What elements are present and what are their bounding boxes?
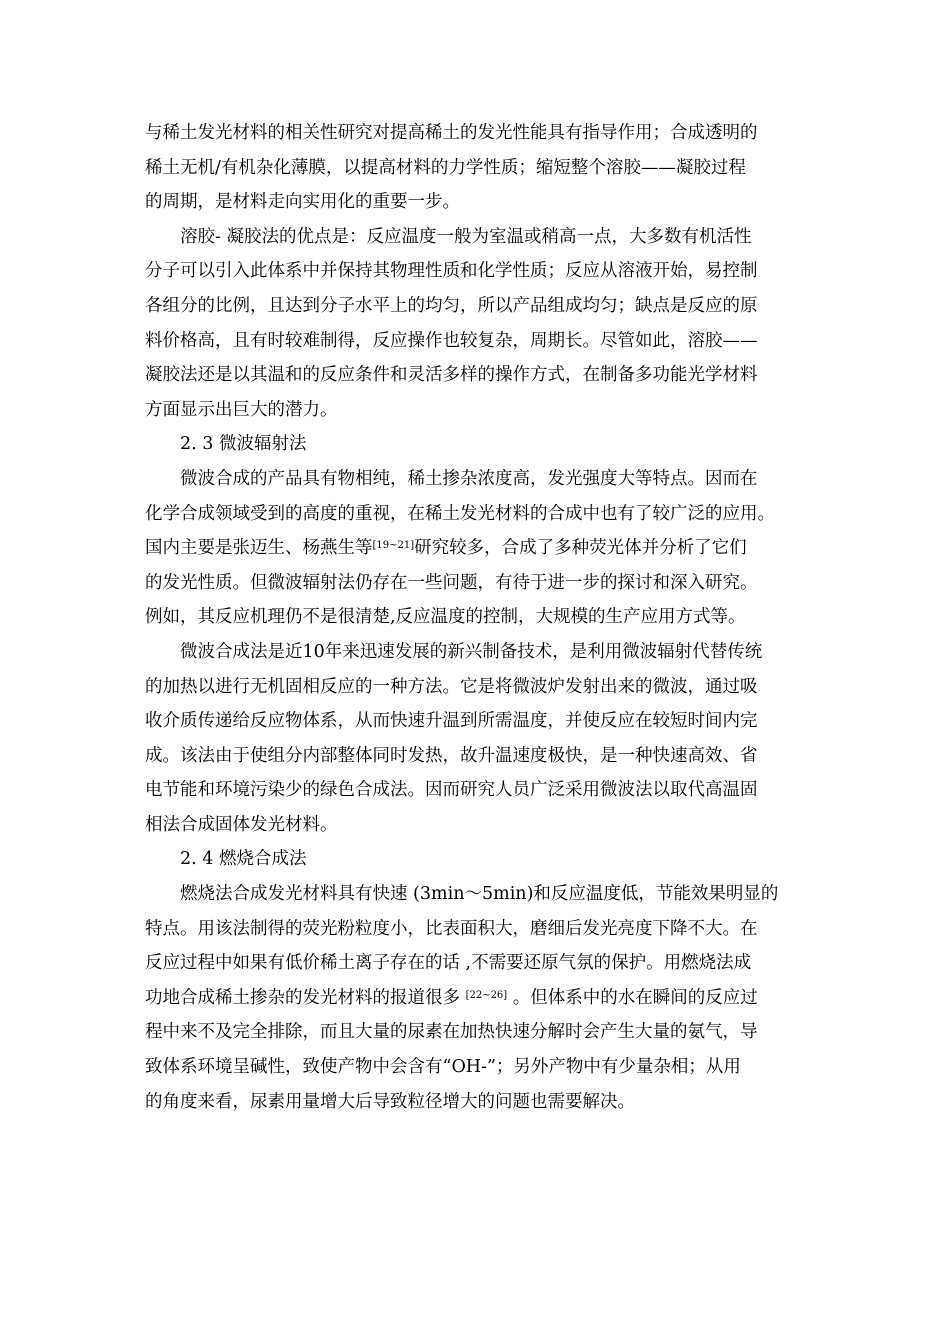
text-line: 电节能和环境污染少的绿色合成法。因而研究人员广泛采用微波法以取代高温固 — [145, 780, 758, 801]
text-line: 化学合成领域受到的高度的重视，在稀土发光材料的合成中也有了较广泛的应用。 — [145, 503, 775, 524]
text-line: 料价格高，且有时较难制得，反应操作也较复杂，周期长。尽管如此，溶胶—— — [145, 330, 758, 351]
citation-reference: [19~21] — [372, 540, 415, 552]
text-line: 例如，其反应机理仍不是很清楚,反应温度的控制，大规模的生产应用方式等。 — [145, 607, 746, 628]
text-line: 致体系环境呈碱性，致使产物中会含有“OH-”；另外产物中有少量杂相；从用 — [145, 1057, 741, 1078]
paragraph-sol-gel-continued — [145, 116, 807, 220]
text-line: 的发光性质。但微波辐射法仍存在一些问题，有待于进一步的探讨和深入研究。 — [145, 572, 758, 593]
text-line: 的角度来看，尿素用量增大后导致粒径增大的问题也需要解决。 — [145, 1091, 635, 1112]
paragraph-sol-gel-advantages — [145, 220, 807, 428]
text-line: 程中来不及完全排除，而且大量的尿素在加热快速分解时会产生大量的氨气，导 — [145, 1022, 758, 1043]
text-line: 凝胶法还是以其温和的反应条件和灵活多样的操作方式，在制备多功能光学材料 — [145, 365, 758, 386]
text-line: 的加热以进行无机固相反应的一种方法。它是将微波炉发射出来的微波，通过吸 — [145, 676, 758, 697]
text-line: 稀土无机/有机杂化薄膜，以提高材料的力学性质；缩短整个溶胶——凝胶过程 — [145, 157, 746, 178]
text-line — [145, 531, 807, 566]
text-line: 相法合成固体发光材料。 — [145, 814, 338, 835]
text-line: 微波合成的产品具有物相纯，稀土掺杂浓度高，发光强度大等特点。因而在 — [180, 468, 758, 489]
citation-reference: [22~26] — [465, 989, 508, 1001]
text-line: 溶胶- 凝胶法的优点是：反应温度一般为室温或稍高一点，大多数有机活性 — [180, 226, 752, 247]
text-segment: 研究较多，合成了多种荧光体并分析了它们 — [414, 538, 747, 559]
section-heading-2-3 — [145, 427, 807, 462]
paragraph-microwave-method — [145, 635, 807, 843]
section-heading-text: 2. 4 燃烧合成法 — [180, 849, 307, 870]
text-line: 分子可以引入此体系中并保持其物理性质和化学性质；反应从溶液开始，易控制 — [145, 261, 758, 282]
section-heading-text: 2. 3 微波辐射法 — [180, 434, 307, 455]
document-body — [145, 116, 807, 1119]
text-line: 方面显示出巨大的潜力。 — [145, 399, 338, 420]
paragraph-combustion-synthesis — [145, 877, 807, 1119]
text-line: 成。该法由于使组分内部整体同时发热，故升温速度极快，是一种快速高效、省 — [145, 745, 758, 766]
text-line: 各组分的比例，且达到分子水平上的均匀，所以产品组成均匀；缺点是反应的原 — [145, 295, 758, 316]
text-segment: 。但体系中的水在瞬间的反应过 — [507, 987, 758, 1008]
text-segment: 国内主要是张迈生、杨燕生等 — [145, 538, 373, 559]
text-line: 微波合成法是近10年来迅速发展的新兴制备技术，是利用微波辐射代替传统 — [180, 641, 763, 662]
section-heading-2-4 — [145, 842, 807, 877]
text-line: 收介质传递给反应物体系，从而快速升温到所需温度，并使反应在较短时间内完 — [145, 711, 758, 732]
text-line: 与稀土发光材料的相关性研究对提高稀土的发光性能具有指导作用；合成透明的 — [145, 123, 758, 143]
text-line — [145, 981, 807, 1016]
paragraph-microwave-features — [145, 462, 807, 635]
text-line: 特点。用该法制得的荧光粉粒度小，比表面积大，磨细后发光亮度下降不大。在 — [145, 918, 758, 939]
text-line: 反应过程中如果有低价稀土离子存在的话 ,不需要还原气氛的保护。用燃烧法成 — [145, 953, 752, 974]
text-segment: 功地合成稀土掺杂的发光材料的报道很多 — [145, 987, 466, 1008]
text-line: 燃烧法合成发光材料具有快速 (3min～5min)和反应温度低，节能效果明显的 — [180, 884, 779, 905]
text-line: 的周期，是材料走向实用化的重要一步。 — [145, 192, 460, 213]
